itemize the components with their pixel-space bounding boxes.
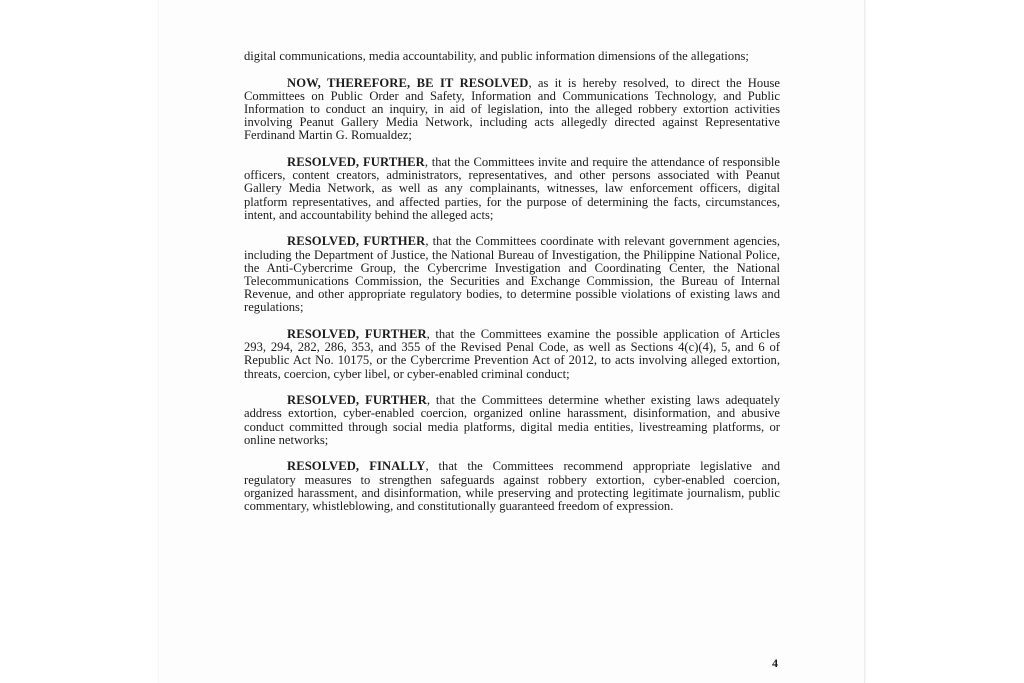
paragraph-now-therefore bbox=[244, 77, 780, 143]
paragraph-text: , that the Committees recommend appropriate legislative and regulatory measures to strengthen safeguards against robbery extortion, cyber-enabled coercion, organized harassment, and disinformation, while preserving and protecting legitimate journalism, public commentary, whistleblowing, and constitutionally guaranteed freedom of expression. bbox=[244, 459, 780, 514]
paragraph-lead: RESOLVED, FURTHER bbox=[287, 393, 427, 408]
resolution-text bbox=[244, 50, 780, 527]
paragraph-text: , that the Committees examine the possible application of Articles 293, 294, 282, 286, 353, and 355 of the Revised Penal Code, as well as Sections 4(c)(4), 5, and 6 of Republic Act No. 10175, or the Cybercrime Prevention Act of 2012, to acts involving alleged extortion, threats, coercion, cyber libel, or cyber-enabled criminal conduct; bbox=[244, 327, 780, 381]
page-edge bbox=[864, 0, 865, 683]
paragraph-text: , that the Committees coordinate with relevant government agencies, including the Department of Justice, the National Bureau of Investigation, the Philippine National Police, the Anti-Cybercrime Group, the Cybercrime Investigation and Coordinating Center, the National Telecommunications Commission, the Securities and Exchange Commission, the Bureau of Internal Revenue, and other appropriate regulatory bodies, to determine possible violations of existing laws and regulations; bbox=[244, 234, 780, 315]
paragraph-resolved-finally bbox=[244, 460, 780, 513]
paragraph-resolved-further-2 bbox=[244, 235, 780, 314]
paragraph-resolved-further-3 bbox=[244, 328, 780, 381]
paragraph-text: , as it is hereby resolved, to direct the House Committees on Public Order and Safety, Information and Communications Technology, and Public Information to conduct an inquiry, in aid of legislation, into the alleged robbery extortion activities involving Peanut Gallery Media Network, including acts allegedly directed against Representative Ferdinand Martin G. Romualdez; bbox=[244, 75, 780, 143]
paragraph-lead: RESOLVED, FINALLY bbox=[287, 459, 426, 474]
paragraph-lead: NOW, THEREFORE, BE IT RESOLVED bbox=[287, 75, 529, 90]
paragraph-lead: RESOLVED, FURTHER bbox=[287, 234, 426, 249]
paragraph-text: , that the Committees invite and require the attendance of responsible officers, content creators, administrators, representatives, and other persons associated with Peanut Gallery Media Network, as well as any complainants, witnesses, law enforcement officers, digital platform representatives, and affected parties, for the purpose of determining the facts, circumstances, intent, and accountability behind the alleged acts; bbox=[244, 155, 780, 222]
paragraph-resolved-further-4 bbox=[244, 394, 780, 447]
page-number: 4 bbox=[772, 656, 778, 670]
paragraph-text: digital communications, media accountability, and public information dimensions of the allegations; bbox=[244, 49, 749, 63]
paragraph-lead: RESOLVED, FURTHER bbox=[287, 155, 425, 169]
paragraph-lead: RESOLVED, FURTHER bbox=[287, 327, 427, 342]
paragraph-text: , that the Committees determine whether existing laws adequately address extortion, cyber-enabled coercion, organized online harassment, disinformation, and abusive conduct committed through social media platforms, digital media entities, livestreaming platforms, or online networks; bbox=[244, 393, 780, 447]
paragraph-resolved-further-1 bbox=[244, 156, 780, 222]
paragraph-continuation bbox=[244, 50, 780, 63]
